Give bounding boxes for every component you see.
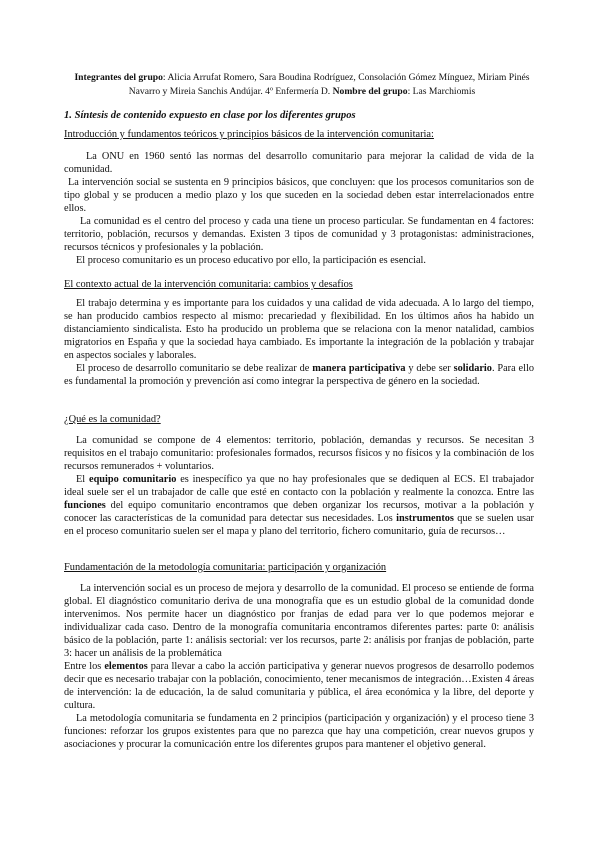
subsection-title-context: El contexto actual de la intervención comunitaria: cambios y desafíos	[64, 279, 353, 290]
group-name-text: : Las Marchiomis	[407, 85, 476, 97]
paragraph: La metodología comunitaria se fundamenta en 2 principios (participación y organización) y el proceso tiene 3 funciones: reforzar los grupos existentes para que no parezca que hay una competición, crear nuevos grupos y asociaciones y procurar la comunicación entre los diferentes grupos para mantener el objetivo general.	[64, 713, 534, 750]
paragraph: La comunidad es el centro del proceso y cada una tiene un proceso particular. Se fundamentan en 4 factores: territorio, población, recursos y demandas. Existen 3 tipos de comunidad y 3 protagonistas: administraciones, recursos técnicos y profesionales y la población.	[64, 216, 534, 253]
subsection-body-intro	[64, 150, 534, 267]
paragraph: El proceso comunitario es un proceso educativo por ello, la participación es esencial.	[76, 255, 426, 266]
keyword: manera participativa	[312, 363, 406, 374]
keyword: solidario	[453, 363, 492, 374]
members-label: Integrantes del grupo	[74, 72, 163, 83]
text-run: El proceso de desarrollo comunitario se debe realizar de	[76, 363, 310, 374]
group-name-label: Nombre del grupo	[332, 85, 408, 97]
text-run: para llevar a cabo la acción participativa y generar nuevos progresos de desarrollo podemos decir que es necesario trabajar con la población, conocimiento, tener mecanismos de integración…Existen 4 áreas de intervención: la de educación, la de salud comunitaria y pública, el área económica y la libre, del deporte y cultura.	[64, 661, 535, 711]
text-run: y debe ser	[408, 363, 451, 374]
keyword: instrumentos	[396, 513, 454, 524]
subsection-body-context	[64, 297, 534, 388]
paragraph: La intervención social es un proceso de mejora y desarrollo de la comunidad. El proceso se entiende de forma global. El diagnóstico comunitario deriva de una monografía que es un estudio global de la comunidad donde intervenimos. Nos permite hacer un diagnóstico por franjas de edad para ver lo que podemos mejorar e individualizar cada caso. Dentro de la monografía comunitaria encontramos diferentes partes: parte 0: análisis básico de la población, parte 1: análisis sectorial: ver los recursos, parte 2: análisis por franjas de población, parte 3: hacer un análisis de la problemática	[64, 583, 534, 659]
subsection-title-methodology: Fundamentación de la metodología comunitaria: participación y organización	[64, 562, 387, 573]
subsection-title-community: ¿Qué es la comunidad?	[64, 414, 161, 425]
keyword: equipo comunitario	[89, 474, 177, 485]
paragraph: La ONU en 1960 sentó las normas del desarrollo comunitario para mejorar la calidad de vida de la comunidad.	[64, 151, 534, 175]
paragraph: El trabajo determina y es importante para los cuidados y una calidad de vida adecuada. A lo largo del tiempo, se han producido cambios respecto al mismo: precariedad y flexibilidad. En los últimos años ha habido un distanciamiento sindicalista. Esto ha producido un problema que se relaciona con la menor natalidad, cambios migratorios en España y que la sociedad haya cambiado. Es importante la integración de la población y trabajar en aspectos sociales y laborales.	[64, 298, 534, 361]
text-run: Entre los	[64, 661, 102, 672]
text-run: del equipo comunitario encontramos que deben organizar los recursos, motivar a la población y conocer las características de la comunidad para detectar sus necesidades. Los	[64, 500, 534, 524]
keyword: elementos	[104, 661, 148, 672]
paragraph	[64, 362, 534, 388]
text-run: . Para ello es fundamental la promoción y prevención así como integrar la perspectiva de género en la sociedad.	[64, 363, 534, 387]
keyword: funciones	[64, 500, 106, 511]
members-text: : Alicia Arrufat Romero, Sara Boudina Rodríguez, Consolación Gómez Mínguez, Miriam Pinés Navarro y Mireia Sanchis Andújar. 4º Enfermería D.	[128, 72, 530, 97]
text-run: que se suelen usar en el proceso comunitario suelen ser el mapa y plano del territorio, fichero comunitario, guía de recursos…	[64, 513, 534, 537]
paragraph	[64, 473, 534, 538]
subsection-title-intro: Introducción y fundamentos teóricos y principios básicos de la intervención comunitaria:	[64, 129, 434, 140]
paragraph: La comunidad se compone de 4 elementos: territorio, población, demandas y recursos. Se necesitan 3 requisitos en el trabajo comunitario: profesionales formados, recursos físicos y no físicos y la combinación de los recursos remunerados + voluntarios.	[64, 435, 534, 472]
paragraph	[64, 660, 534, 712]
subsection-body-methodology	[64, 582, 534, 751]
section-title: 1. Síntesis de contenido expuesto en clase por los diferentes grupos	[64, 110, 356, 121]
group-header	[68, 71, 536, 98]
text-run: El	[76, 474, 86, 485]
text-run: es inespecífico ya que no hay profesionales que se dediquen al ECS. El trabajador ideal suele ser el un trabajador de calle que esté en contacto con la población y realmente la conozca. Entre las	[64, 474, 535, 498]
paragraph: La intervención social se sustenta en 9 principios básicos, que concluyen: que los procesos comunitarios son de tipo global y se producen a medio plazo y los que suceden en la sociedad deben estar interrelacionados entre ellos.	[64, 177, 534, 214]
subsection-body-community	[64, 434, 534, 538]
